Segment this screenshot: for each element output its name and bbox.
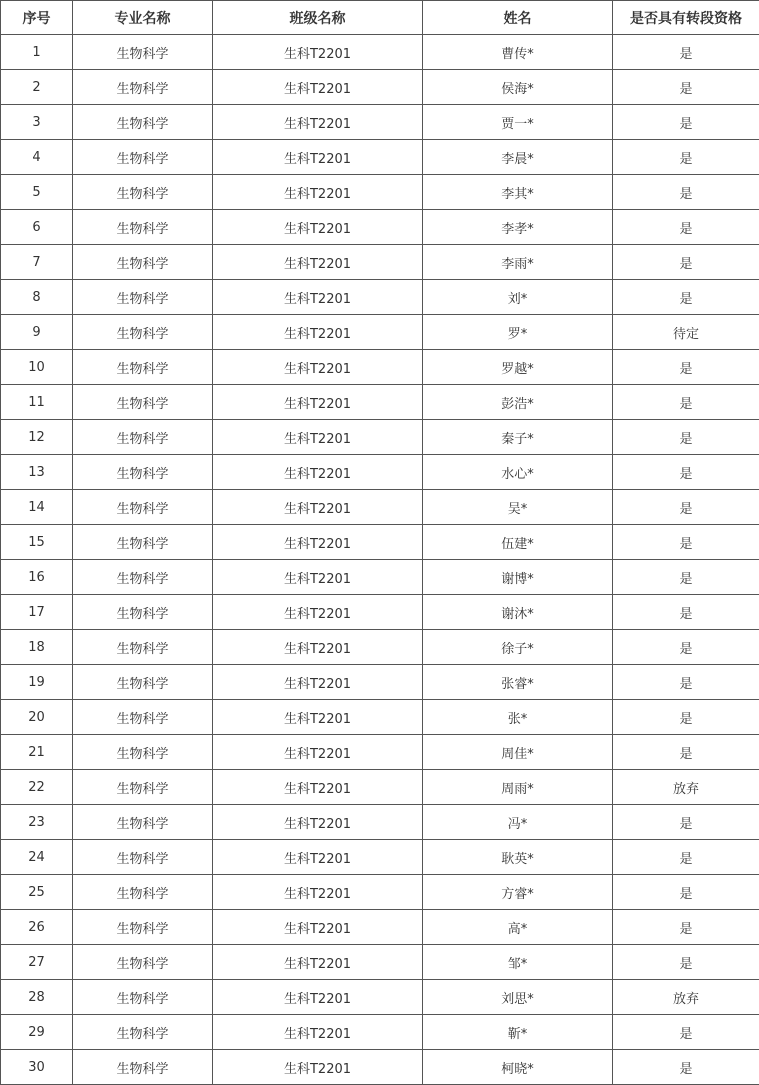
cell-index: 23 — [1, 805, 73, 840]
table-row — [1, 805, 759, 840]
cell-index: 10 — [1, 350, 73, 385]
table-row — [1, 1050, 759, 1085]
cell-index: 11 — [1, 385, 73, 420]
header-class: 班级名称 — [213, 1, 423, 35]
cell-qualified: 是 — [613, 420, 759, 455]
table-row — [1, 840, 759, 875]
cell-class: 生科T2201 — [213, 700, 423, 735]
table-row — [1, 560, 759, 595]
cell-major: 生物科学 — [73, 665, 213, 700]
table-row — [1, 175, 759, 210]
cell-major: 生物科学 — [73, 630, 213, 665]
cell-major: 生物科学 — [73, 980, 213, 1015]
cell-major: 生物科学 — [73, 175, 213, 210]
table-row — [1, 140, 759, 175]
cell-class: 生科T2201 — [213, 630, 423, 665]
cell-name: 高* — [423, 910, 613, 945]
cell-index: 3 — [1, 105, 73, 140]
cell-index: 6 — [1, 210, 73, 245]
cell-major: 生物科学 — [73, 1015, 213, 1050]
cell-qualified: 是 — [613, 735, 759, 770]
cell-name: 侯海* — [423, 70, 613, 105]
cell-major: 生物科学 — [73, 840, 213, 875]
table-row — [1, 770, 759, 805]
cell-name: 水心* — [423, 455, 613, 490]
cell-major: 生物科学 — [73, 315, 213, 350]
cell-class: 生科T2201 — [213, 210, 423, 245]
table-row — [1, 35, 759, 70]
cell-qualified: 是 — [613, 560, 759, 595]
cell-class: 生科T2201 — [213, 840, 423, 875]
cell-qualified: 是 — [613, 210, 759, 245]
cell-index: 17 — [1, 595, 73, 630]
cell-major: 生物科学 — [73, 525, 213, 560]
cell-name: 李其* — [423, 175, 613, 210]
cell-qualified: 是 — [613, 840, 759, 875]
cell-major: 生物科学 — [73, 490, 213, 525]
cell-qualified: 是 — [613, 175, 759, 210]
cell-qualified: 是 — [613, 70, 759, 105]
cell-class: 生科T2201 — [213, 910, 423, 945]
cell-name: 周佳* — [423, 735, 613, 770]
cell-major: 生物科学 — [73, 70, 213, 105]
cell-major: 生物科学 — [73, 700, 213, 735]
cell-major: 生物科学 — [73, 245, 213, 280]
cell-qualified: 是 — [613, 245, 759, 280]
cell-index: 5 — [1, 175, 73, 210]
cell-major: 生物科学 — [73, 770, 213, 805]
cell-major: 生物科学 — [73, 735, 213, 770]
cell-class: 生科T2201 — [213, 1050, 423, 1085]
table-row — [1, 595, 759, 630]
cell-name: 耿英* — [423, 840, 613, 875]
cell-class: 生科T2201 — [213, 385, 423, 420]
cell-qualified: 是 — [613, 350, 759, 385]
cell-qualified: 待定 — [613, 315, 759, 350]
cell-major: 生物科学 — [73, 1050, 213, 1085]
cell-class: 生科T2201 — [213, 350, 423, 385]
cell-qualified: 是 — [613, 875, 759, 910]
table-row — [1, 1015, 759, 1050]
cell-class: 生科T2201 — [213, 1015, 423, 1050]
cell-index: 4 — [1, 140, 73, 175]
cell-name: 曹传* — [423, 35, 613, 70]
cell-name: 靳* — [423, 1015, 613, 1050]
cell-major: 生物科学 — [73, 595, 213, 630]
cell-class: 生科T2201 — [213, 70, 423, 105]
table-row — [1, 875, 759, 910]
table-row — [1, 455, 759, 490]
cell-name: 冯* — [423, 805, 613, 840]
cell-qualified: 是 — [613, 595, 759, 630]
table-row — [1, 630, 759, 665]
header-index: 序号 — [1, 1, 73, 35]
header-major: 专业名称 — [73, 1, 213, 35]
table-row — [1, 210, 759, 245]
cell-class: 生科T2201 — [213, 980, 423, 1015]
cell-class: 生科T2201 — [213, 175, 423, 210]
table-row — [1, 735, 759, 770]
cell-index: 2 — [1, 70, 73, 105]
cell-name: 周雨* — [423, 770, 613, 805]
table-row — [1, 910, 759, 945]
cell-class: 生科T2201 — [213, 245, 423, 280]
cell-name: 罗越* — [423, 350, 613, 385]
cell-name: 刘* — [423, 280, 613, 315]
cell-name: 吴* — [423, 490, 613, 525]
cell-class: 生科T2201 — [213, 140, 423, 175]
cell-name: 刘思* — [423, 980, 613, 1015]
cell-qualified: 是 — [613, 1050, 759, 1085]
cell-major: 生物科学 — [73, 350, 213, 385]
cell-name: 邹* — [423, 945, 613, 980]
cell-index: 18 — [1, 630, 73, 665]
table-header — [1, 1, 759, 35]
cell-index: 28 — [1, 980, 73, 1015]
cell-index: 25 — [1, 875, 73, 910]
cell-name: 谢博* — [423, 560, 613, 595]
cell-name: 贾一* — [423, 105, 613, 140]
cell-index: 7 — [1, 245, 73, 280]
cell-name: 罗* — [423, 315, 613, 350]
cell-qualified: 是 — [613, 385, 759, 420]
cell-class: 生科T2201 — [213, 105, 423, 140]
cell-qualified: 是 — [613, 945, 759, 980]
cell-index: 29 — [1, 1015, 73, 1050]
cell-class: 生科T2201 — [213, 945, 423, 980]
cell-major: 生物科学 — [73, 385, 213, 420]
cell-qualified: 是 — [613, 280, 759, 315]
cell-qualified: 是 — [613, 630, 759, 665]
cell-qualified: 是 — [613, 455, 759, 490]
table-row — [1, 945, 759, 980]
table-row — [1, 105, 759, 140]
table-row — [1, 525, 759, 560]
cell-major: 生物科学 — [73, 280, 213, 315]
cell-name: 柯晓* — [423, 1050, 613, 1085]
cell-qualified: 是 — [613, 35, 759, 70]
cell-class: 生科T2201 — [213, 525, 423, 560]
cell-index: 24 — [1, 840, 73, 875]
cell-qualified: 放弃 — [613, 980, 759, 1015]
table-row — [1, 280, 759, 315]
cell-class: 生科T2201 — [213, 455, 423, 490]
cell-qualified: 是 — [613, 805, 759, 840]
table-row — [1, 980, 759, 1015]
cell-name: 张* — [423, 700, 613, 735]
cell-name: 伍建* — [423, 525, 613, 560]
header-row — [1, 1, 759, 35]
table-row — [1, 70, 759, 105]
cell-index: 30 — [1, 1050, 73, 1085]
cell-major: 生物科学 — [73, 910, 213, 945]
cell-qualified: 是 — [613, 910, 759, 945]
cell-index: 8 — [1, 280, 73, 315]
cell-qualified: 是 — [613, 140, 759, 175]
cell-class: 生科T2201 — [213, 875, 423, 910]
cell-index: 21 — [1, 735, 73, 770]
table-row — [1, 315, 759, 350]
cell-major: 生物科学 — [73, 105, 213, 140]
cell-name: 李晨* — [423, 140, 613, 175]
cell-class: 生科T2201 — [213, 490, 423, 525]
header-qualified: 是否具有转段资格 — [613, 1, 759, 35]
cell-index: 13 — [1, 455, 73, 490]
cell-name: 方睿* — [423, 875, 613, 910]
cell-class: 生科T2201 — [213, 665, 423, 700]
cell-class: 生科T2201 — [213, 315, 423, 350]
cell-major: 生物科学 — [73, 945, 213, 980]
cell-major: 生物科学 — [73, 560, 213, 595]
cell-class: 生科T2201 — [213, 560, 423, 595]
cell-name: 秦子* — [423, 420, 613, 455]
table-row — [1, 665, 759, 700]
cell-index: 26 — [1, 910, 73, 945]
table-row — [1, 245, 759, 280]
cell-name: 徐子* — [423, 630, 613, 665]
table-row — [1, 350, 759, 385]
cell-class: 生科T2201 — [213, 805, 423, 840]
table-row — [1, 420, 759, 455]
cell-name: 李孝* — [423, 210, 613, 245]
cell-qualified: 是 — [613, 1015, 759, 1050]
cell-index: 15 — [1, 525, 73, 560]
cell-index: 12 — [1, 420, 73, 455]
cell-major: 生物科学 — [73, 875, 213, 910]
cell-major: 生物科学 — [73, 210, 213, 245]
cell-class: 生科T2201 — [213, 735, 423, 770]
cell-index: 20 — [1, 700, 73, 735]
cell-major: 生物科学 — [73, 420, 213, 455]
cell-qualified: 是 — [613, 490, 759, 525]
cell-major: 生物科学 — [73, 35, 213, 70]
cell-major: 生物科学 — [73, 140, 213, 175]
cell-index: 1 — [1, 35, 73, 70]
cell-qualified: 是 — [613, 525, 759, 560]
table-row — [1, 700, 759, 735]
table-row — [1, 490, 759, 525]
cell-qualified: 是 — [613, 105, 759, 140]
cell-index: 22 — [1, 770, 73, 805]
cell-qualified: 是 — [613, 700, 759, 735]
cell-index: 9 — [1, 315, 73, 350]
cell-index: 14 — [1, 490, 73, 525]
cell-index: 27 — [1, 945, 73, 980]
cell-name: 李雨* — [423, 245, 613, 280]
cell-qualified: 放弃 — [613, 770, 759, 805]
table-body — [1, 35, 759, 1085]
cell-class: 生科T2201 — [213, 35, 423, 70]
cell-class: 生科T2201 — [213, 770, 423, 805]
cell-name: 彭浩* — [423, 385, 613, 420]
cell-name: 谢沐* — [423, 595, 613, 630]
cell-class: 生科T2201 — [213, 280, 423, 315]
table-row — [1, 385, 759, 420]
cell-index: 19 — [1, 665, 73, 700]
cell-index: 16 — [1, 560, 73, 595]
cell-qualified: 是 — [613, 665, 759, 700]
cell-class: 生科T2201 — [213, 420, 423, 455]
cell-name: 张睿* — [423, 665, 613, 700]
cell-major: 生物科学 — [73, 805, 213, 840]
header-name: 姓名 — [423, 1, 613, 35]
cell-class: 生科T2201 — [213, 595, 423, 630]
cell-major: 生物科学 — [73, 455, 213, 490]
